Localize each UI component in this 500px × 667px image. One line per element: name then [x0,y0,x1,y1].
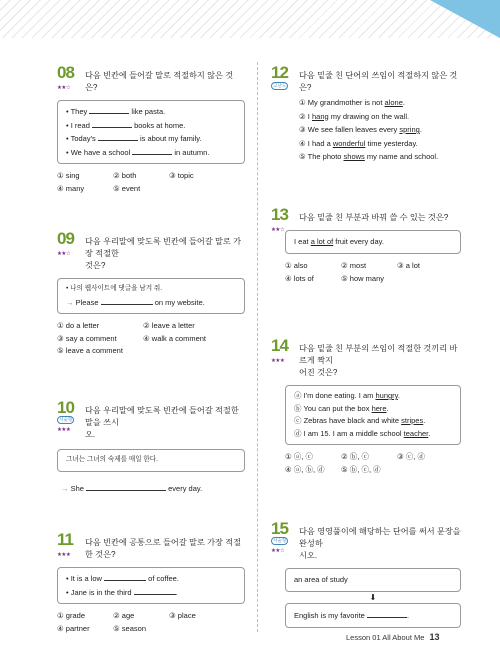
option[interactable]: ① also [285,261,308,270]
option[interactable]: ③ topic [169,171,194,180]
list-item: • Jane is in the third . [66,586,236,600]
answer-options [271,260,461,285]
question-13 [271,205,461,285]
column-divider [257,62,258,632]
page-number: 13 [429,632,440,642]
question-title-cont: 어진 것은? [299,368,338,377]
question-10 [57,398,245,493]
question-title-cont: 오. [85,430,96,439]
option[interactable]: ① grade [57,611,85,620]
arrow-icon: → [61,483,69,493]
question-14 [271,336,461,476]
question-title-cont: 것은? [85,261,106,270]
header-corner [430,0,500,38]
difficulty-stars: ★★★ [271,358,285,364]
question-title: 다음 밑줄 친 부분과 바꿔 쓸 수 있는 것은? [299,213,449,222]
question-box: I eat a lot of fruit every day. [285,230,461,254]
question-title-cont: 시오. [299,551,318,560]
list-item: • It is a low of coffee. [66,572,236,586]
option[interactable]: ② most [341,261,367,270]
question-08 [57,63,245,195]
option[interactable]: ④ ⓐ, ⓑ, ⓓ [285,464,325,474]
list-item: ⓐ I'm done eating. I am hungry. [294,391,400,400]
answer-options [57,610,245,635]
question-number: 10 [57,398,74,417]
definition-box: an area of study [285,568,461,592]
question-number: 14 [271,336,288,355]
difficulty-stars: ★★☆ [57,251,71,257]
difficulty-stars: ★★☆ [57,85,71,91]
option[interactable]: ③ We see fallen leaves every spring. [299,125,422,134]
page-footer [346,632,440,642]
option[interactable]: ② I hang my drawing on the wall. [299,111,410,121]
option[interactable]: ⑤ how many [341,273,384,283]
option[interactable]: ③ say a comment [57,333,117,343]
list-item: ⓑ You can put the box here. [294,403,389,413]
option[interactable]: ⑤ season [113,623,146,633]
answer-options [271,451,461,476]
option[interactable]: ② ⓑ, ⓒ [341,452,369,461]
option[interactable]: ① sing [57,171,80,180]
list-item: • I read books at home. [66,119,236,133]
statement-list [271,96,461,164]
difficulty-stars: ★★☆ [271,227,285,233]
question-title: 다음 우리말에 맞도록 빈칸에 들어갈 말로 가장 적절한 [85,237,242,258]
question-number: 13 [271,205,288,224]
question-title: 다음 빈칸에 공통으로 들어갈 말로 가장 적절한 것은? [85,538,242,559]
option[interactable]: ⑤ ⓑ, ⓒ, ⓓ [341,464,381,474]
down-arrow-icon: ⬇ [369,593,377,602]
header-hatch [0,0,500,38]
option[interactable]: ③ ⓒ, ⓓ [397,452,425,461]
option[interactable]: ⑤ leave a comment [57,346,123,355]
option[interactable]: ② age [113,611,135,620]
type-tag: 고난도 [273,83,287,88]
lesson-title: All About Me [382,633,425,642]
option[interactable]: ④ many [57,183,85,193]
lesson-label: Lesson 01 [346,633,381,642]
difficulty-stars: ★★☆ [271,548,285,554]
difficulty-stars: ★★★ [57,427,71,433]
option[interactable]: ⑤ The photo shows my name and school. [299,152,439,161]
option[interactable]: ⑤ event [113,183,141,193]
question-title: 다음 밑줄 친 단어의 쓰임이 적절하지 않은 것은? [299,71,458,92]
question-title: 다음 영영풀이에 해당하는 단어를 써서 문장을 완성하 [299,527,461,548]
option[interactable]: ④ I had a wonderful time yesterday. [299,138,418,148]
question-number: 15 [271,519,288,538]
question-box [57,278,245,314]
option[interactable]: ② leave a letter [143,321,195,330]
question-number: 12 [271,63,288,82]
option[interactable]: ④ walk a comment [143,333,206,343]
question-number: 11 [57,530,73,549]
difficulty-stars: ★★★ [57,552,71,558]
option[interactable]: ① ⓐ, ⓒ [285,452,313,461]
option[interactable]: ③ place [169,611,196,620]
question-number: 09 [57,229,74,248]
question-box [285,385,461,445]
question-15 [271,519,461,628]
question-title: 다음 밑줄 친 부분의 쓰임이 적절한 것끼리 바르게 짝지 [299,344,458,365]
question-12 [271,63,461,164]
english-sentence: → Please on my website. [66,297,205,307]
question-title: 다음 빈칸에 들어갈 말로 적절하지 않은 것은? [85,71,234,92]
korean-box: 그녀는 그녀의 숙제를 매일 한다. [57,449,245,472]
answer-options [57,170,245,195]
type-tag: 서술형 [273,538,287,543]
option[interactable]: ④ partner [57,623,90,633]
list-item: • We have a school in autumn. [66,146,236,160]
list-item: ⓓ I am 15. I am a middle school teacher. [294,428,431,438]
question-11 [57,530,245,635]
option[interactable]: ④ lots of [285,273,314,283]
answer-box: English is my favorite . [285,603,461,628]
question-09 [57,229,245,358]
option[interactable]: ① My grandmother is not alone. [299,98,405,107]
question-number: 08 [57,63,74,82]
list-item: • Today's is about my family. [66,132,236,146]
type-tag: 서술형 [59,417,73,422]
list-item: • They like pasta. [66,105,236,119]
option[interactable]: ③ a lot [397,261,420,270]
answer-options [57,320,245,358]
option[interactable]: ② both [113,171,137,180]
korean-sentence: • 나의 웹사이트에 댓글을 남겨 줘. [66,283,236,296]
option[interactable]: ① do a letter [57,321,100,330]
list-item: ⓒ Zebras have black and white stripes. [294,416,426,425]
arrow-icon: → [66,297,74,307]
question-box [57,567,245,604]
answer-line: → She every day. [61,483,203,493]
question-title: 다음 우리말에 맞도록 빈칸에 들어갈 적절한 말을 쓰시 [85,406,239,427]
question-box [57,100,245,164]
